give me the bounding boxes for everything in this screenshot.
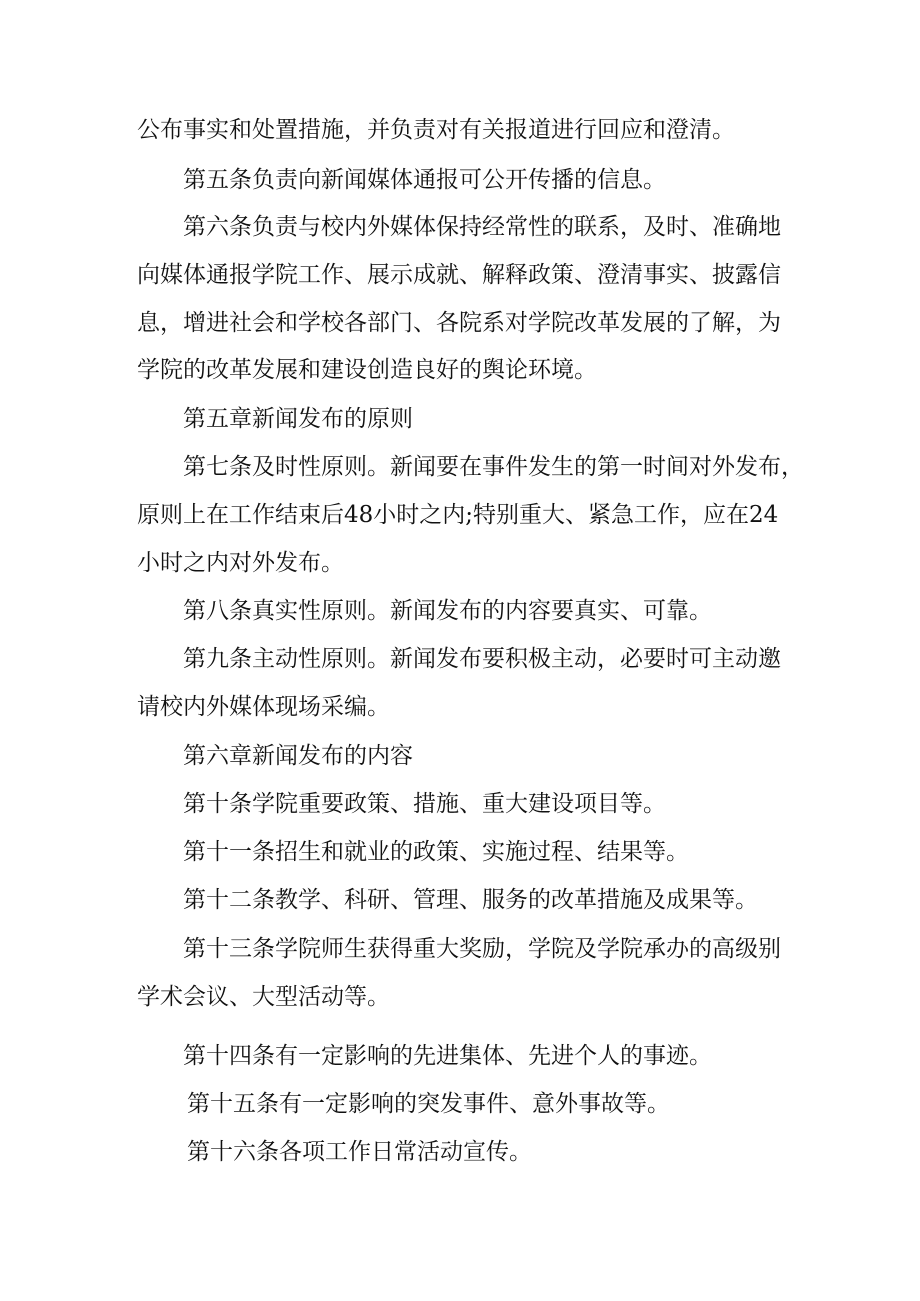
paragraph-line: 公布事实和处置措施，并负责对有关报道进行回应和澄清。: [137, 117, 735, 143]
paragraph-line: 第十二条教学、科研、管理、服务的改革措施及成果等。: [183, 887, 758, 913]
chapter-heading: 第六章新闻发布的内容: [183, 743, 413, 769]
paragraph-line: 向媒体通报学院工作、展示成就、解释政策、澄清事实、披露信: [137, 262, 781, 288]
paragraph-line: 第八条真实性原则。新闻发布的内容要真实、可靠。: [183, 598, 712, 624]
paragraph-line: 原则上在工作结束后48小时之内;特别重大、紧急工作，应在24: [137, 502, 779, 528]
paragraph-line: 第十五条有一定影响的突发事件、意外事故等。: [187, 1091, 670, 1117]
paragraph-line: 学术会议、大型活动等。: [137, 984, 390, 1010]
paragraph-line: 第十四条有一定影响的先进集体、先进个人的事迹。: [183, 1043, 712, 1069]
paragraph-line: 第十三条学院师生获得重大奖励，学院及学院承办的高级别: [183, 936, 781, 962]
paragraph-line: 第十一条招生和就业的政策、实施过程、结果等。: [183, 839, 689, 865]
paragraph-line: 学院的改革发展和建设创造良好的舆论环境。: [137, 357, 597, 383]
paragraph-line: 第十六条各项工作日常活动宣传。: [187, 1139, 532, 1165]
paragraph-line: 请校内外媒体现场采编。: [137, 694, 390, 720]
paragraph-line: 第九条主动性原则。新闻发布要积极主动，必要时可主动邀: [183, 646, 781, 672]
paragraph-line: 第十条学院重要政策、措施、重大建设项目等。: [183, 791, 666, 817]
paragraph-line: 息，增进社会和学校各部门、各院系对学院改革发展的了解，为: [137, 310, 781, 336]
chapter-heading: 第五章新闻发布的原则: [183, 406, 413, 432]
paragraph-line: 第五条负责向新闻媒体通报可公开传播的信息。: [183, 167, 666, 193]
paragraph-line: 第七条及时性原则。新闻要在事件发生的第一时间对外发布，: [183, 454, 804, 480]
paragraph-line: 小时之内对外发布。: [137, 550, 344, 576]
paragraph-line: 第六条负责与校内外媒体保持经常性的联系，及时、准确地: [183, 214, 781, 240]
